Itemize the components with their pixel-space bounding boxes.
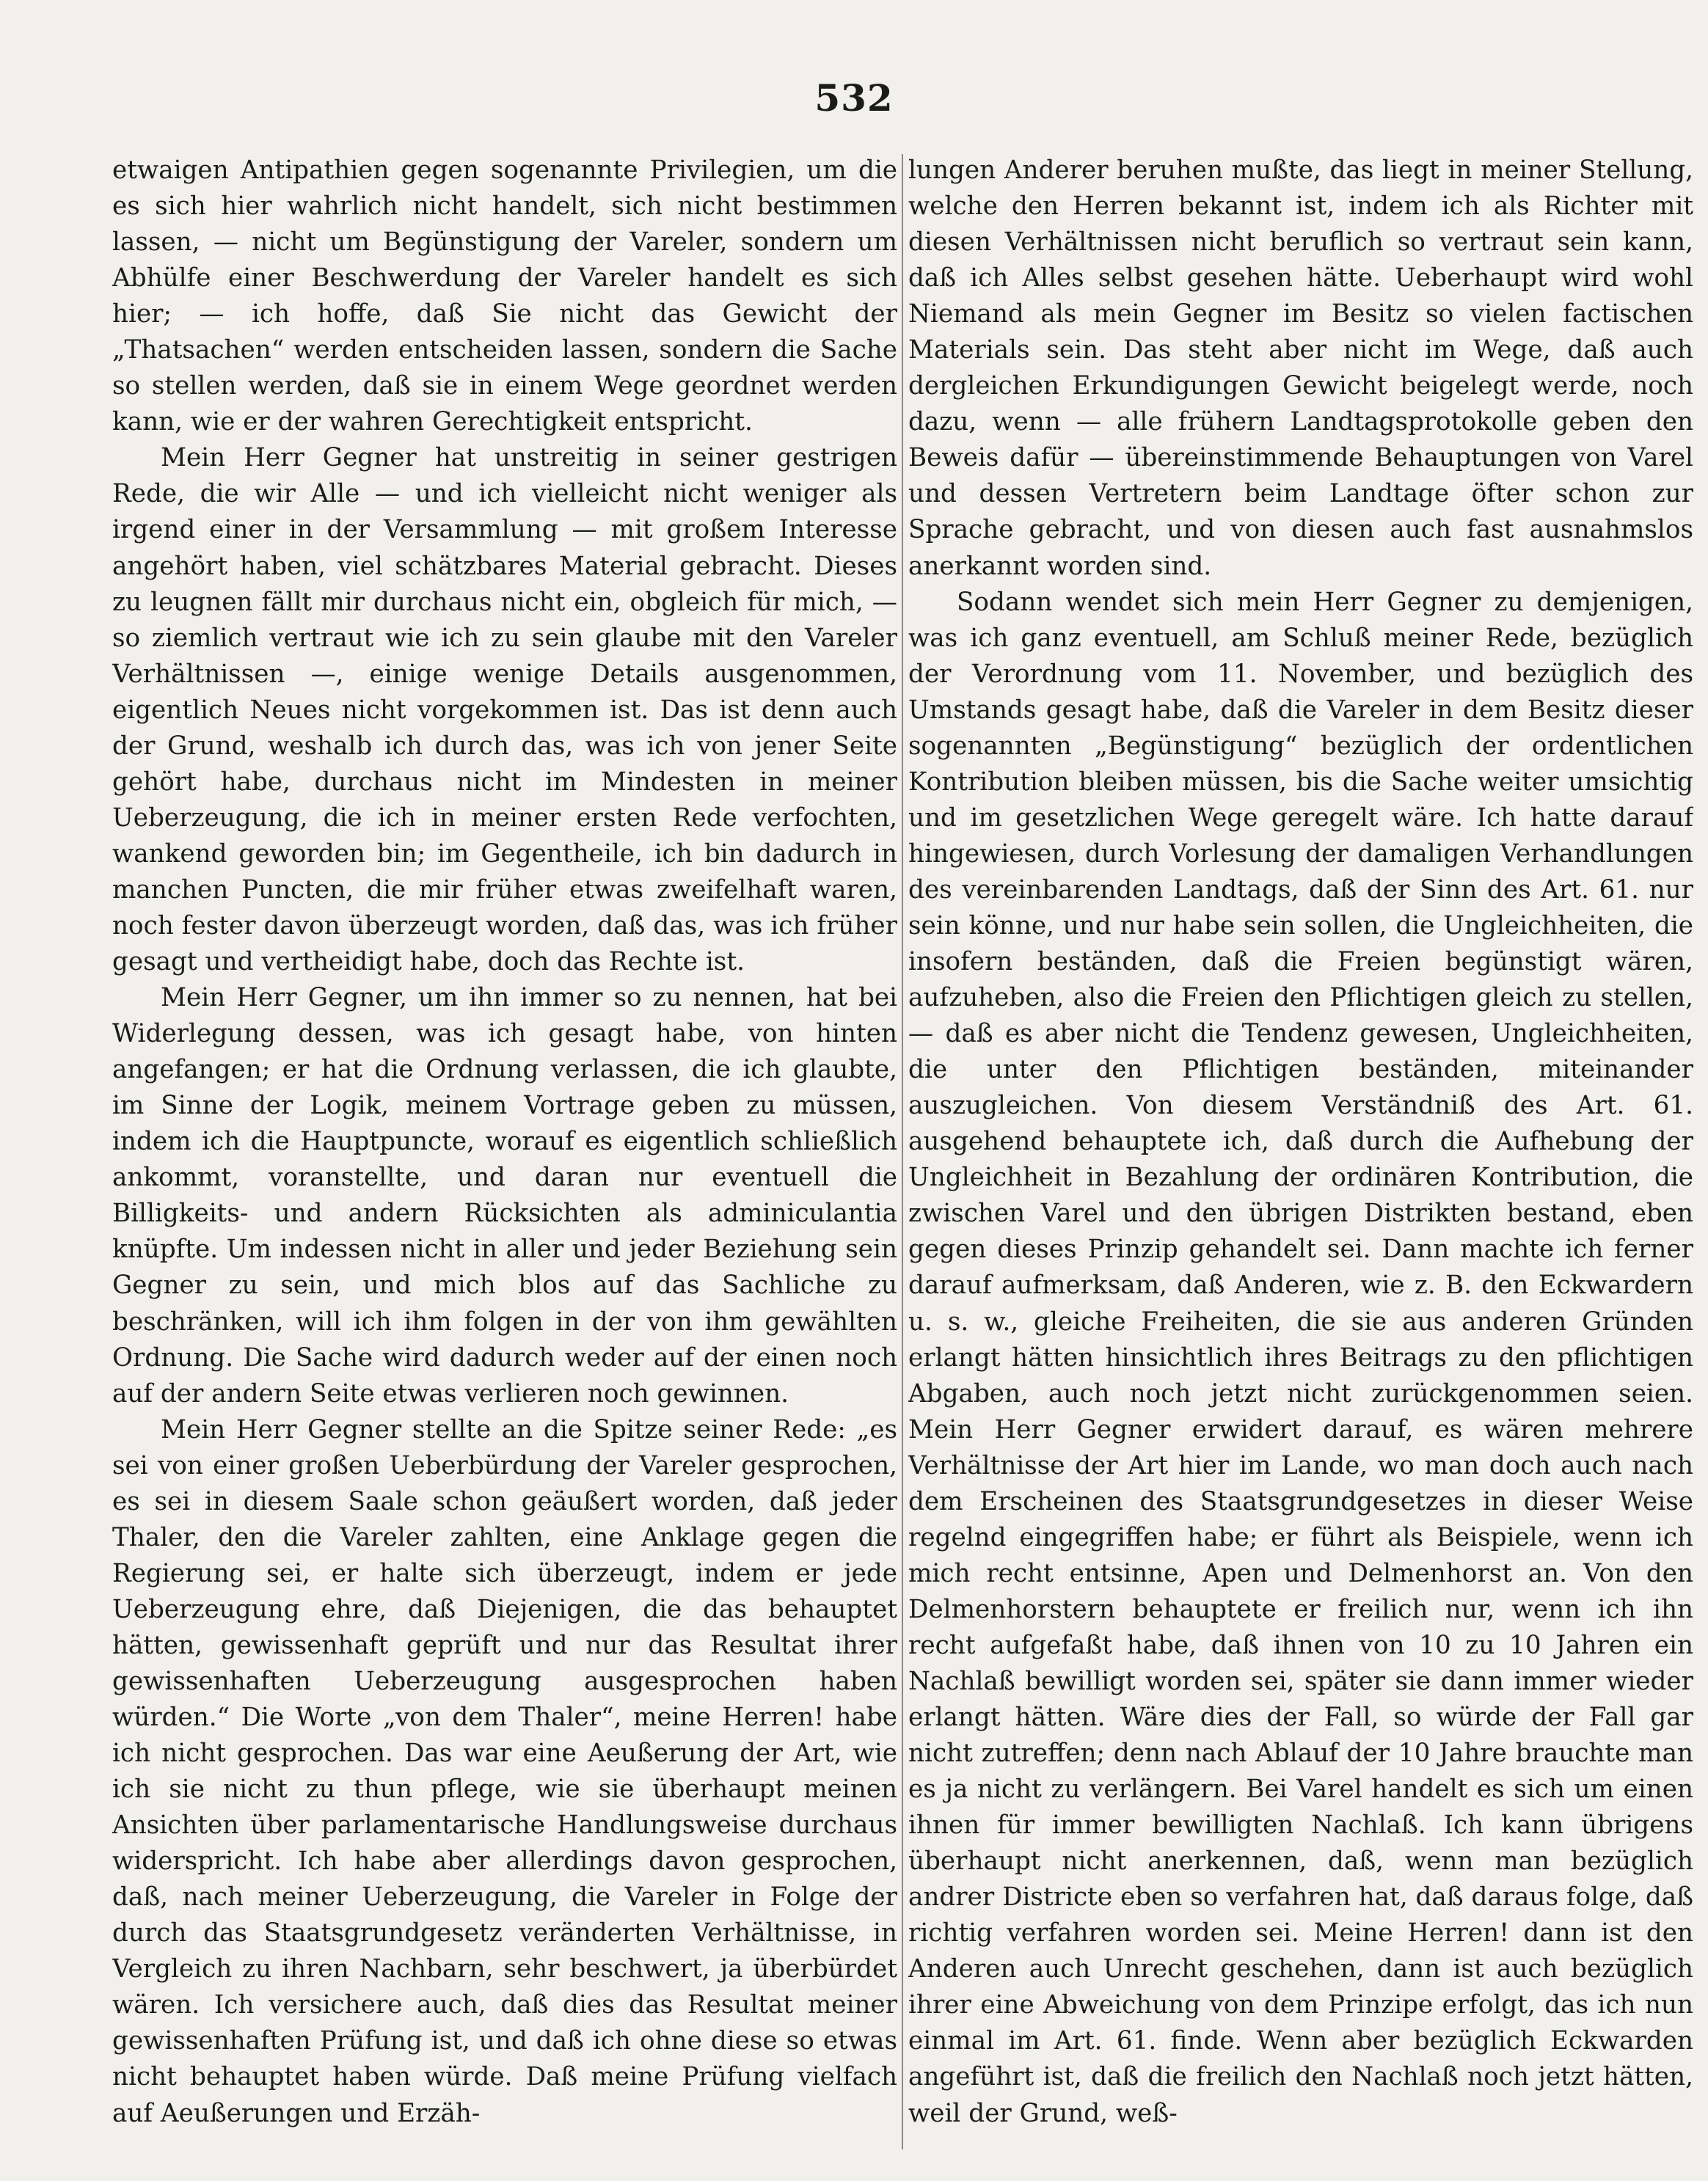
left-column bbox=[112, 153, 897, 2163]
right-column bbox=[908, 153, 1693, 2163]
paragraph: lungen Anderer beruhen mußte, das liegt in meiner Stellung, welche den Herren bekannt ist, indem ich als Richter mit diesen Verhältnissen nicht beruflich so vertraut sein kann, daß ich Alles selbst gesehen hätte. Ueberhaupt wird wohl Niemand als mein Gegner im Besitz so vielen factischen Materials sein. Das steht aber nicht im Wege, daß auch dergleichen Erkundigungen Gewicht beigelegt werde, noch dazu, wenn — alle frühern Landtagsprotokolle geben den Beweis dafür — übereinstimmende Behauptungen von Varel und dessen Vertretern beim Landtage öfter schon zur Sprache gebracht, und von diesen auch fast ausnahmslos anerkannt worden sind. bbox=[908, 156, 1693, 581]
column-divider bbox=[902, 154, 903, 2149]
paragraph: Mein Herr Gegner stellte an die Spitze seiner Rede: „es sei von einer großen Ueberbürdung der Vareler gesprochen, es sei in diesem Saale schon geäußert worden, daß jeder Thaler, den die Vareler zahlten, eine Anklage gegen die Regierung sei, er halte sich überzeugt, indem er jede Ueberzeugung ehre, daß Diejenigen, die das behauptet hätten, gewissenhaft geprüft und nur das Resultat ihrer gewissenhaften Ueberzeugung ausgesprochen haben würden.“ Die Worte „von dem Thaler“, meine Herren! habe ich nicht gesprochen. Das war eine Aeußerung der Art, wie ich sie nicht zu thun pflege, wie sie überhaupt meinen Ansichten über parlamentarische Handlungsweise durchaus widerspricht. Ich habe aber allerdings davon gesprochen, daß, nach meiner Ueberzeugung, die Vareler in Folge der durch das Staatsgrundgesetz veränderten Verhältnisse, in Vergleich zu ihren Nachbarn, sehr beschwert, ja überbürdet wären. Ich versichere auch, daß dies das Resultat meiner gewissenhaften Prüfung ist, und daß ich ohne diese so etwas nicht behauptet haben würde. Daß meine Prüfung vielfach auf Aeußerungen und Erzäh- bbox=[112, 1414, 897, 2128]
paragraph: etwaigen Antipathien gegen sogenannte Privilegien, um die es sich hier wahrlich nicht handelt, sich nicht bestimmen lassen, — nicht um Begünstigung der Vareler, sondern um Abhülfe einer Beschwerdung der Vareler handelt es sich hier; — ich hoffe, daß Sie nicht das Gewicht der „Thatsachen“ werden entscheiden lassen, sondern die Sache so stellen werden, daß sie in einem Wege geordnet werden kann, wie er der wahren Gerechtigkeit entspricht. bbox=[112, 156, 897, 437]
paragraph: Sodann wendet sich mein Herr Gegner zu demjenigen, was ich ganz eventuell, am Schluß meiner Rede, bezüglich der Verordnung vom 11. November, und bezüglich des Umstands gesagt habe, daß die Vareler in dem Besitz dieser sogenannten „Begünstigung“ bezüglich der ordentlichen Kontribution bleiben müssen, bis die Sache weiter umsichtig und im gesetzlichen Wege geregelt wäre. Ich hatte darauf hingewiesen, durch Vorlesung der damaligen Verhandlungen des vereinbarenden Landtags, daß der Sinn des Art. 61. nur sein könne, und nur habe sein sollen, die Ungleichheiten, die insofern beständen, daß die Freien begünstigt wären, aufzuheben, also die Freien den Pflichtigen gleich zu stellen, — daß es aber nicht die Tendenz gewesen, Ungleichheiten, die unter den Pflichtigen beständen, miteinander auszugleichen. Von diesem Verständniß des Art. 61. ausgehend behauptete ich, daß durch die Aufhebung der Ungleichheit in Bezahlung der ordinären Kontribution, die zwischen Varel und den übrigen Distrikten bestand, eben gegen dieses Prinzip gehandelt sei. Dann machte ich ferner darauf aufmerksam, daß Anderen, wie z. B. den Eckwardern u. s. w., gleiche Freiheiten, die sie aus anderen Gründen erlangt hätten hinsichtlich ihres Beitrags zu den pflichtigen Abgaben, auch noch jetzt nicht zurückgenommen seien. Mein Herr Gegner erwidert darauf, es wären mehrere Verhältnisse der Art hier im Lande, wo man doch auch nach dem Erscheinen des Staatsgrundgesetzes in dieser Weise regelnd eingegriffen habe; er führt als Beispiele, wenn ich mich recht entsinne, Apen und Delmenhorst an. Von den Delmenhorstern behauptete er freilich nur, wenn ich ihn recht aufgefaßt habe, daß ihnen von 10 zu 10 Jahren ein Nachlaß bewilligt worden sei, später sie dann immer wieder erlangt hätten. Wäre dies der Fall, so würde der Fall gar nicht zutreffen; denn nach Ablauf der 10 Jahre brauchte man es ja nicht zu verlängern. Bei Varel handelt es sich um einen ihnen für immer bewilligten Nachlaß. Ich kann übrigens überhaupt nicht anerkennen, daß, wenn man bezüglich andrer Districte eben so verfahren hat, daß daraus folge, daß richtig verfahren worden sei. Meine Herren! dann ist den Anderen auch Unrecht geschehen, dann ist auch bezüglich ihrer eine Abweichung von dem Prinzipe erfolgt, das ich nun einmal im Art. 61. finde. Wenn aber bezüglich Eckwarden angeführt ist, daß die freilich den Nachlaß noch jetzt hätten, weil der Grund, weß- bbox=[908, 587, 1693, 2128]
page-number: 532 bbox=[814, 76, 894, 120]
paragraph: Mein Herr Gegner hat unstreitig in seiner gestrigen Rede, die wir Alle — und ich vielleicht nicht weniger als irgend einer in der Versammlung — mit großem Interesse angehört haben, viel schätzbares Material gebracht. Dieses zu leugnen fällt mir durchaus nicht ein, obgleich für mich, — so ziemlich vertraut wie ich zu sein glaube mit den Vareler Verhältnissen —, einige wenige Details ausgenommen, eigentlich Neues nicht vorgekommen ist. Das ist denn auch der Grund, weshalb ich durch das, was ich von jener Seite gehört habe, durchaus nicht im Mindesten in meiner Ueberzeugung, die ich in meiner ersten Rede verfochten, wankend geworden bin; im Gegentheile, ich bin dadurch in manchen Puncten, die mir früher etwas zweifelhaft waren, noch fester davon überzeugt worden, daß das, was ich früher gesagt und vertheidigt habe, doch das Rechte ist. bbox=[112, 443, 897, 977]
paragraph: Mein Herr Gegner, um ihn immer so zu nennen, hat bei Widerlegung dessen, was ich gesagt habe, von hinten angefangen; er hat die Ordnung verlassen, die ich glaubte, im Sinne der Logik, meinem Vortrage geben zu müssen, indem ich die Hauptpuncte, worauf es eigentlich schließlich ankommt, voranstellte, und daran nur eventuell die Billigkeits- und andern Rücksichten als adminiculantia knüpfte. Um indessen nicht in aller und jeder Beziehung sein Gegner zu sein, und mich blos auf das Sachliche zu beschränken, will ich ihm folgen in der von ihm gewählten Ordnung. Die Sache wird dadurch weder auf der einen noch auf der andern Seite etwas verlieren noch gewinnen. bbox=[112, 983, 897, 1409]
